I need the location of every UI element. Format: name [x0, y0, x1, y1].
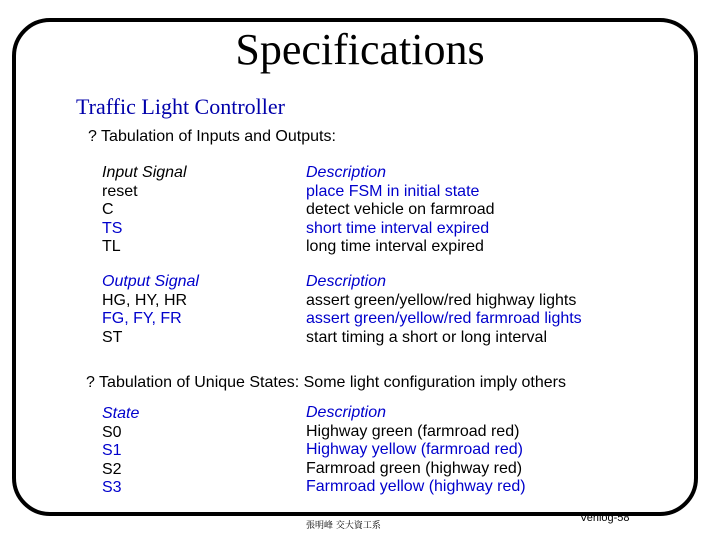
states-signal-cell: S0	[102, 423, 122, 441]
states-desc-cell: Farmroad yellow (highway red)	[306, 478, 526, 495]
states-header-right: Description	[306, 404, 387, 421]
outputs-desc-cell: assert green/yellow/red highway lights	[306, 291, 577, 309]
inputs-signal-cell: C	[102, 201, 114, 218]
inputs-signal-cell: TL	[102, 238, 121, 255]
footer-author: 張明峰 交大資工系	[306, 521, 381, 531]
inputs-desc-cell: place FSM in initial state	[306, 182, 480, 200]
states-header-left: State	[102, 405, 140, 422]
outputs-desc-cell: start timing a short or long interval	[306, 328, 547, 346]
states-signal-column	[102, 405, 139, 498]
outputs-signal-cell: ST	[102, 328, 123, 346]
inputs-desc-cell: long time interval expired	[306, 238, 484, 255]
states-signal-cell: S1	[102, 442, 122, 459]
inputs-header-left: Input Signal	[102, 164, 187, 181]
footer-page-number: Verilog-58	[580, 512, 630, 524]
states-signal-cell: S3	[102, 479, 122, 496]
states-desc-cell: Highway green (farmroad red)	[306, 422, 520, 440]
outputs-signal-cell: HG, HY, HR	[102, 291, 188, 309]
states-signal-cell: S2	[102, 460, 122, 478]
states-desc-column	[306, 404, 526, 497]
states-desc-cell: Highway yellow (farmroad red)	[306, 441, 523, 458]
slide-subtitle: Traffic Light Controller	[76, 94, 285, 119]
bullet-unique-states: ? Tabulation of Unique States: Some light configuration imply others	[86, 374, 566, 391]
outputs-signal-column	[102, 273, 199, 347]
inputs-header-right: Description	[306, 164, 387, 181]
outputs-header-right: Description	[306, 273, 387, 290]
outputs-header-left: Output Signal	[102, 273, 199, 290]
bullet-inputs-outputs: ? Tabulation of Inputs and Outputs:	[88, 128, 336, 145]
outputs-desc-column	[306, 273, 582, 347]
inputs-signal-column	[102, 164, 187, 257]
outputs-desc-cell: assert green/yellow/red farmroad lights	[306, 310, 582, 327]
slide-title: Specifications	[235, 25, 485, 74]
inputs-desc-column	[306, 164, 495, 257]
inputs-desc-cell: short time interval expired	[306, 219, 490, 237]
inputs-signal-cell: reset	[102, 182, 138, 200]
inputs-signal-cell: TS	[102, 219, 123, 237]
outputs-signal-cell: FG, FY, FR	[102, 310, 182, 327]
inputs-desc-cell: detect vehicle on farmroad	[306, 201, 495, 218]
states-desc-cell: Farmroad green (highway red)	[306, 459, 523, 477]
